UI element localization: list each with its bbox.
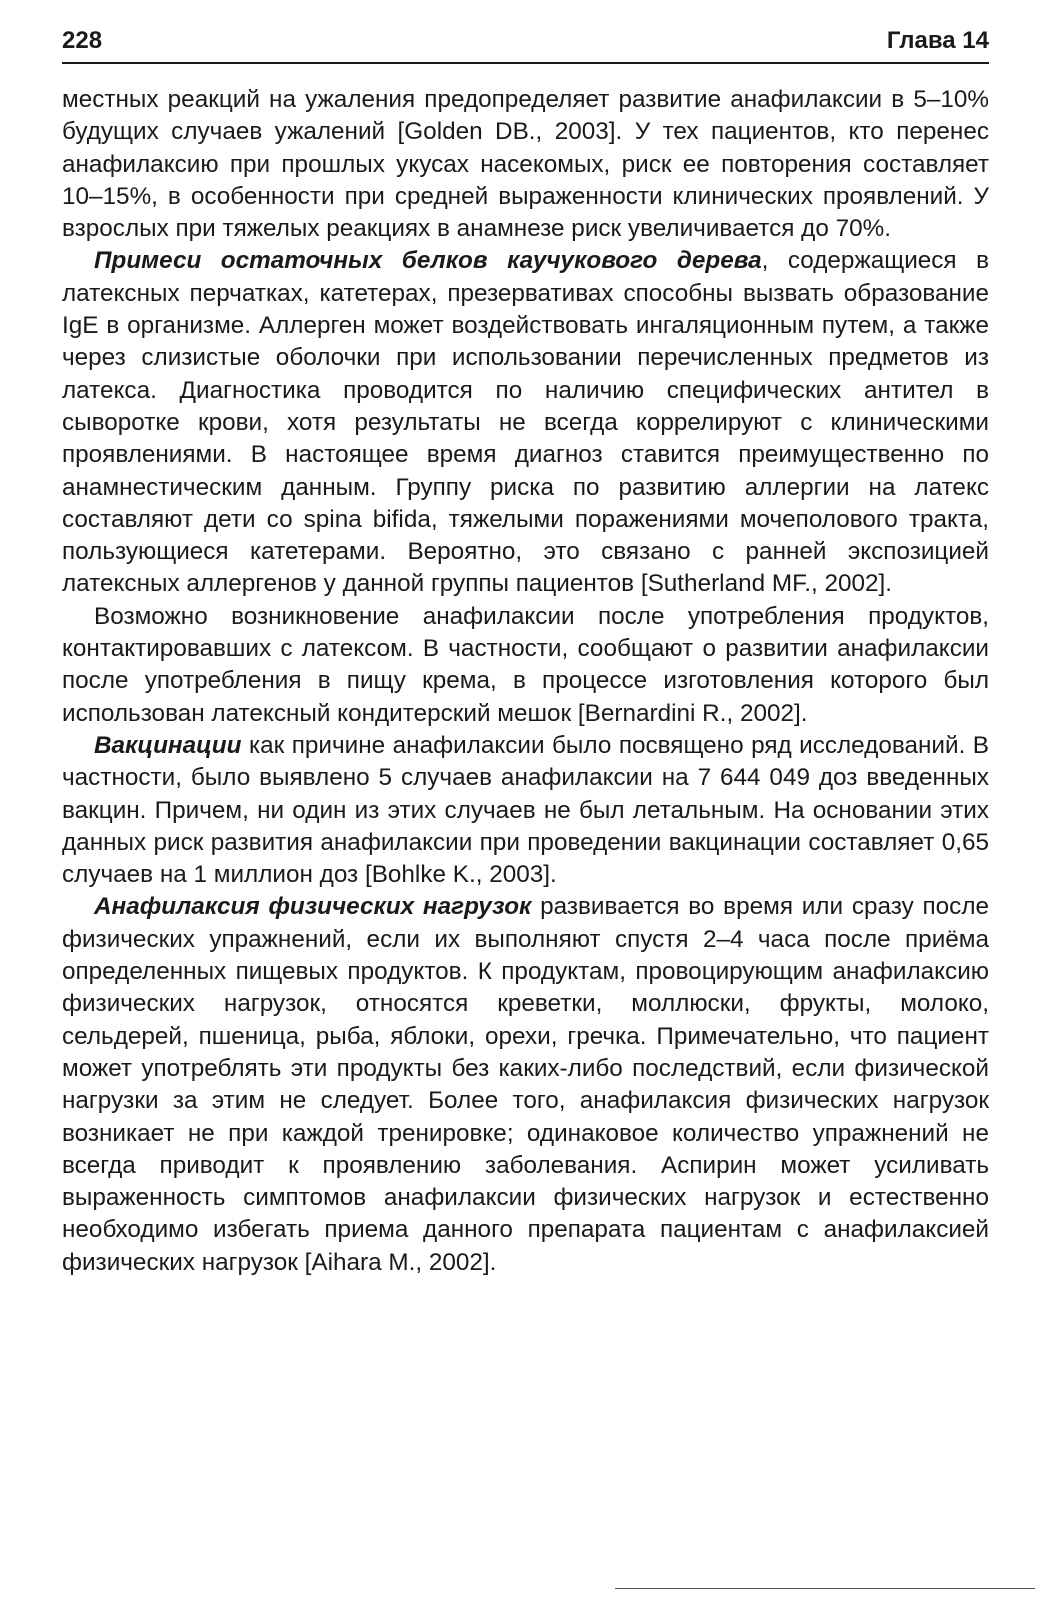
paragraph-continuation bbox=[62, 84, 989, 245]
paragraph-text: Возможно возникновение анафилаксии после употребления продуктов, контактировавших с латексом. В частности, сообщают о развитии анафилаксии после употребления в пищу крема, в процессе изготовления которого был использован латексный кондитерский мешок [Bernardini R., 2002]. bbox=[62, 602, 989, 727]
paragraph-text: как причине анафилаксии было посвящено ряд исследований. В частности, было выявлено 5 случаев анафилаксии на 7 644 049 доз введенных вакцин. Причем, ни один из этих случаев не был летальным. На основании этих данных риск развития анафилаксии при проведении вакцинации составляет 0,65 случаев на 1 миллион доз [Bohlke K., 2003]. bbox=[62, 731, 989, 889]
body-text bbox=[62, 84, 989, 1279]
paragraph-latex-food bbox=[62, 601, 989, 730]
page-number: 228 bbox=[62, 27, 103, 54]
paragraph-term: Вакцинации bbox=[94, 731, 242, 759]
paragraph-latex bbox=[62, 245, 989, 600]
paragraph-vaccination bbox=[62, 730, 989, 891]
footer-rule bbox=[615, 1588, 1035, 1589]
paragraph-term: Анафилаксия физических нагрузок bbox=[94, 893, 532, 921]
paragraph-exercise bbox=[62, 891, 989, 1279]
paragraph-text: , содержащиеся в латексных перчатках, катетерах, презервативах способны вызвать образование IgE в организме. Аллерген может воздействовать ингаляционным путем, а также через слизистые оболочки при использовании перечисленных предметов из латекса. Диагностика проводится по наличию специфических антител в сыворотке крови, хотя результаты не всегда коррелируют с клиническими проявлениями. В настоящее время диагноз ставится преимущественно по анамнестическим данным. Группу риска по развитию аллергии на латекс составляют дети со spina bifida, тяжелыми поражениями мочеполового тракта, пользующиеся катетерами. Вероятно, это связано с ранней экспозицией латексных аллергенов у данной группы пациентов [Sutherland MF., 2002]. bbox=[62, 247, 989, 598]
book-page bbox=[62, 26, 989, 1279]
running-header bbox=[62, 26, 989, 64]
paragraph-text: местных реакций на ужаления предопределяет развитие анафилаксии в 5–10% будущих случаев ужалений [Golden DB., 2003]. У тех пациентов, кто перенес анафилаксию при прошлых укусах насекомых, риск ее повторения составляет 10–15%, в особенности при средней выраженности клинических проявлений. У взрослых при тяжелых реакциях в анамнезе риск увеличивается до 70%. bbox=[62, 86, 989, 243]
paragraph-text: развивается во время или сразу после физических упражнений, если их выполняют спустя 2–4 часа после приёма определенных пищевых продуктов. К продуктам, провоцирующим анафилаксию физических нагрузок, относятся креветки, моллюски, фрукты, молоко, сельдерей, пшеница, рыба, яблоки, орехи, гречка. Примечательно, что пациент может употреблять эти продукты без каких-либо последствий, если физической нагрузки за этим не следует. Более того, анафилаксия физических нагрузок возникает не при каждой тренировке; одинаковое количество упражнений не всегда приводит к проявлению заболевания. Аспирин может усиливать выраженность симптомов анафилаксии физических нагрузок и естественно необходимо избегать приема данного препарата пациентам с анафилаксией физических нагрузок [Aihara M., 2002]. bbox=[62, 893, 990, 1276]
paragraph-term: Примеси остаточных белков каучукового дерева bbox=[94, 247, 762, 275]
chapter-title: Глава 14 bbox=[886, 27, 989, 54]
